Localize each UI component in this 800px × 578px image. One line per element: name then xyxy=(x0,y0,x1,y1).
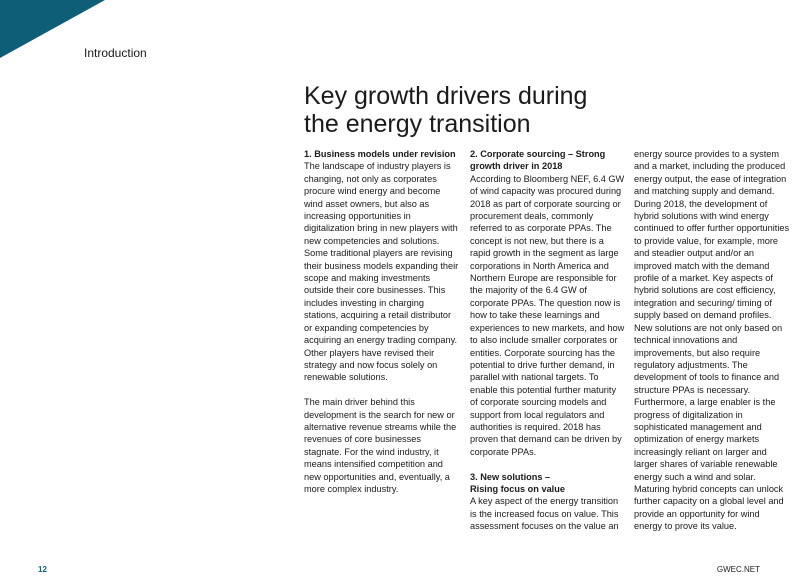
column-3 xyxy=(634,148,790,533)
section-label: Introduction xyxy=(84,46,147,60)
page-title xyxy=(304,82,724,138)
heading-corporate-sourcing: 2. Corporate sourcing – Strong growth driver in 2018 xyxy=(470,149,606,172)
paragraph-corporate-sourcing: According to Bloomberg NEF, 6.4 GW of wind capacity was procured during 2018 as part of corporate sourcing or procurement deals, commonly referred to as corporate PPAs. The concept is not new, but there is a rapid growth in the segment as large corporations in North America and Northern Europe are responsible for the majority of the 6.4 GW of corporate PPAs. The question now is how to take these learnings and experiences to new markets, and how to also include smaller corporates or entities. Corporate sourcing has the potential to drive further demand, in parallel with national targets. To enable this potential further maturity of corporate sourcing models and support from local regulators and authorities is required. 2018 has proven that demand can be driven by corporate PPAs. xyxy=(470,173,625,457)
title-line-1: Key growth drivers during xyxy=(304,82,588,110)
heading-business-models: 1. Business models under revision xyxy=(304,149,456,159)
title-line-2: the energy transition xyxy=(304,110,531,138)
column-2 xyxy=(470,148,626,533)
footer-site: GWEC.NET xyxy=(716,565,760,574)
paragraph-business-models-2: The main driver behind this development is the search for new or alternative revenue streams while the revenues of core businesses stagnate. For the wind industry, it means intensified competition and new opportunities and, eventually, a more complex industry. xyxy=(304,397,457,494)
page-number: 12 xyxy=(38,565,47,574)
paragraph-business-models-1: The landscape of industry players is changing, not only as corporates procure wind energy and become wind asset owners, but also as increasing opportunities in digitalization bring in new players with new competencies and solutions. Some traditional players are revising their business models expanding their scope and making investments outside their core businesses. This includes investing in charging stations, acquiring a retail distributor or expanding competencies by acquiring an energy trading company. Other players have revised their strategy and now focus solely on renewable solutions. xyxy=(304,161,459,383)
paragraph-new-solutions-start: A key aspect of the energy transition is the increased focus on value. This assessment focuses on the value an xyxy=(470,496,619,532)
heading-new-solutions-line-1: 3. New solutions – xyxy=(470,471,551,482)
paragraph-new-solutions-continued: energy source provides to a system and a market, including the produced energy output, the ease of integration and matching supply and demand. During 2018, the development of hybrid solutions with wind energy continued to offer further opportunities to provide value, for example, more and steadier output and/or an improved match with the demand profile of a market. Key aspects of hybrid solutions are cost efficiency, integration and securing/ timing of supply based on demand profiles. New solutions are not only based on technical innovations and improvements, but also require regulatory adjustments. The development of tools to finance and structure PPAs is necessary. Furthermore, a large enabler is the progress of digitalization in sophisticated management and optimization of energy markets increasingly reliant on larger and larger shares of variable renewable energy such a wind and solar. Maturing hybrid concepts can unlock further capacity on a global level and provide an opportunity for wind energy to prove its value. xyxy=(634,149,790,532)
column-1 xyxy=(304,148,460,495)
heading-new-solutions xyxy=(470,471,626,496)
heading-new-solutions-line-2: Rising focus on value xyxy=(470,483,565,494)
